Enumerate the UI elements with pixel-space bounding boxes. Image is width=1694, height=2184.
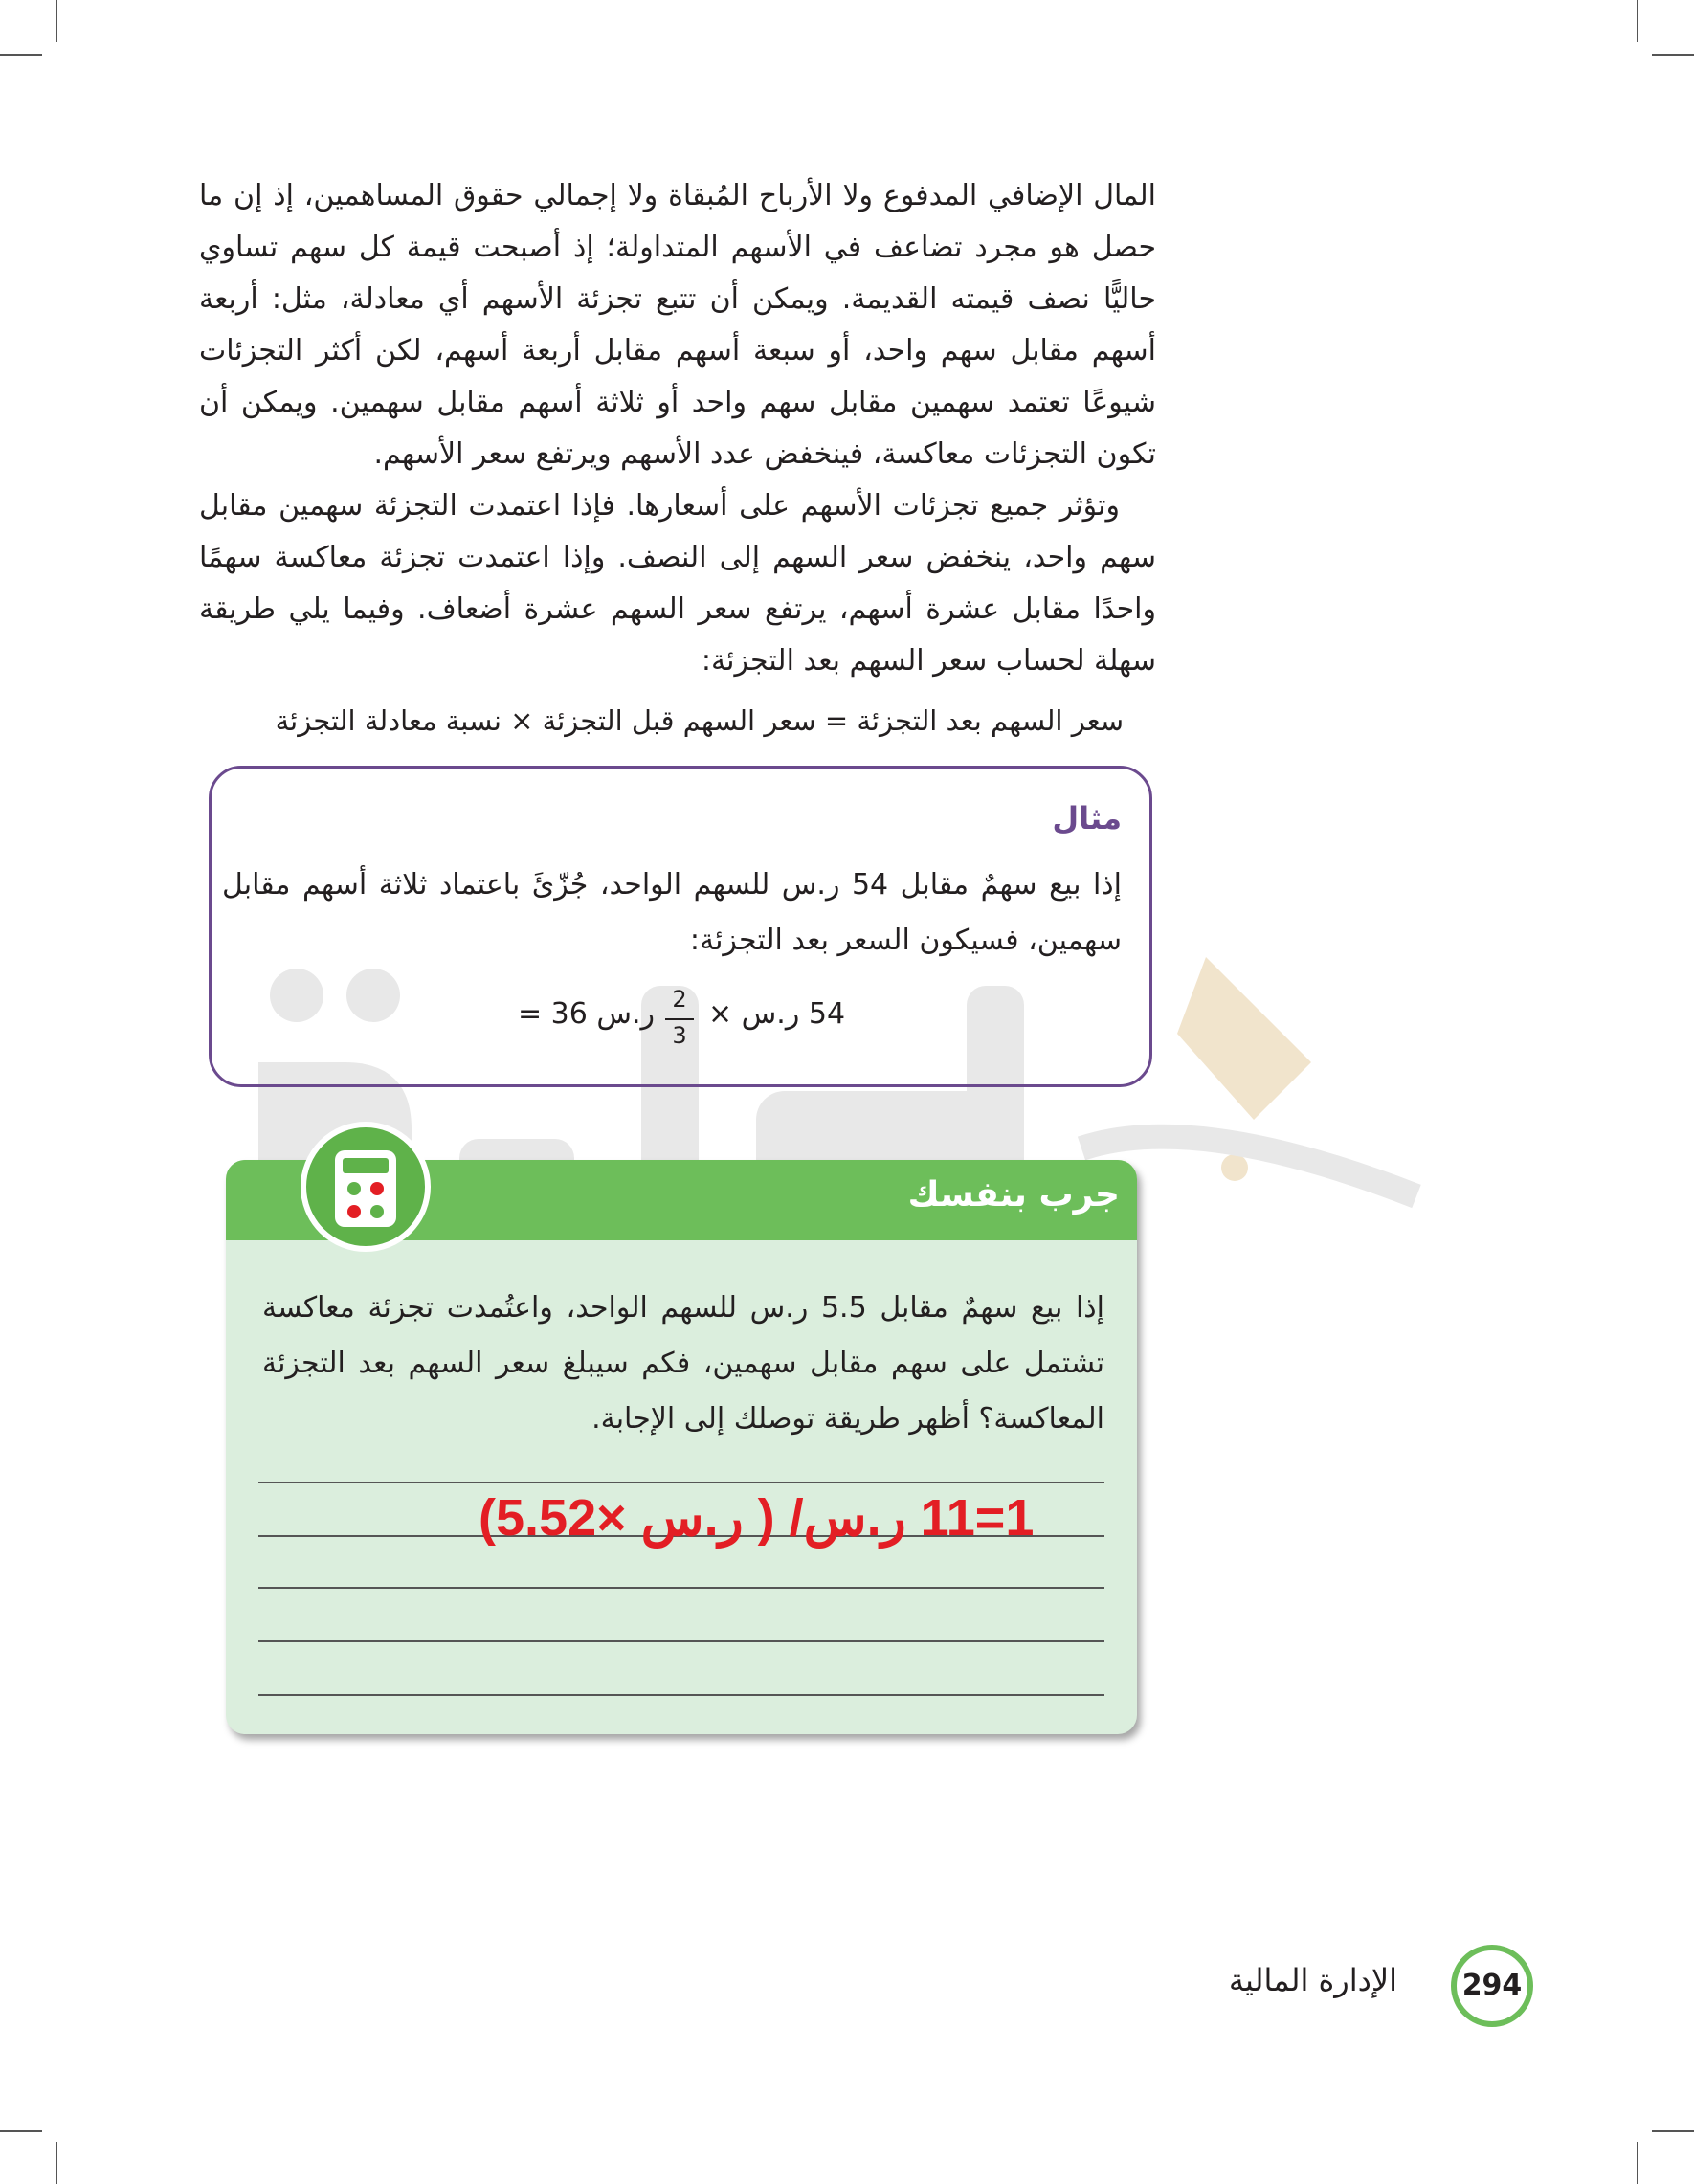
try-yourself-text	[262, 1281, 1104, 1447]
answer-line[interactable]	[258, 1482, 1104, 1483]
example-calculation	[512, 986, 895, 1053]
calc-left: 54 ر.س ×	[708, 997, 846, 1031]
try-yourself-question: إذا بيع سهمٌ مقابل 5.5 ر.س للسهم الواحد، واعتُمدت تجزئة معاكسة تشتمل على سهم مقابل سهمين، فكم سيبلغ سعر السهم بعد التجزئة المعاكسة؟ أظهر طريقة توصلك إلى الإجابة.	[262, 1291, 1104, 1436]
example-title: مثال	[1052, 800, 1122, 836]
crop-mark	[1637, 0, 1638, 42]
crop-mark	[1637, 2142, 1638, 2184]
calculator-icon	[301, 1122, 431, 1252]
answer-line[interactable]	[258, 1640, 1104, 1642]
example-text	[222, 858, 1122, 969]
try-yourself-title: جرب بنفسك	[907, 1175, 1120, 1215]
page-number: 294	[1451, 1945, 1533, 2027]
crop-mark	[1652, 54, 1694, 56]
price-formula: سعر السهم بعد التجزئة = سعر السهم قبل التجزئة × نسبة معادلة التجزئة	[275, 704, 1124, 737]
fraction-bar	[665, 1018, 694, 1020]
paragraph-2: وتؤثر جميع تجزئات الأسهم على أسعارها. فإذا اعتمدت التجزئة سهمين مقابل سهم واحد، ينخفض سعر السهم إلى النصف. وإذا اعتمدت تجزئة معاكسة سهمًا واحدًا مقابل عشرة أسهم، يرتفع سعر السهم عشرة أضعاف. وفيما يلي طريقة سهلة لحساب سعر السهم بعد التجزئة:	[199, 489, 1156, 678]
fraction-denominator: 3	[672, 1022, 687, 1049]
crop-mark	[0, 2130, 42, 2132]
handwritten-answer: (5.5ر.س ×2 ) /1=11 ر.س	[479, 1489, 1035, 1547]
crop-mark	[56, 0, 57, 42]
crop-mark	[0, 54, 42, 56]
body-text	[199, 170, 1156, 687]
answer-line[interactable]	[258, 1587, 1104, 1589]
paragraph-1: المال الإضافي المدفوع ولا الأرباح المُبقاة ولا إجمالي حقوق المساهمين، إذ إن ما حصل هو مجرد تضاعف في الأسهم المتداولة؛ إذ أصبحت قيمة كل سهم تساوي حاليًّا نصف قيمته القديمة. ويمكن أن تتبع تجزئة الأسهم أي معادلة، مثل: أربعة أسهم مقابل سهم واحد، أو سبعة أسهم مقابل أربعة أسهم، لكن أكثر التجزئات شيوعًا تعتمد سهمين مقابل سهم واحد أو ثلاثة أسهم مقابل سهمين. ويمكن أن تكون التجزئات معاكسة، فينخفض عدد الأسهم ويرتفع سعر الأسهم.	[199, 179, 1156, 471]
fraction-numerator: 2	[672, 986, 687, 1013]
example-paragraph: إذا بيع سهمٌ مقابل 54 ر.س للسهم الواحد، جُزّئَ باعتماد ثلاثة أسهم مقابل سهمين، فسيكون السعر بعد التجزئة:	[222, 868, 1122, 957]
calc-right: = 36 ر.س	[518, 997, 656, 1031]
crop-mark	[1652, 2130, 1694, 2132]
crop-mark	[56, 2142, 57, 2184]
answer-line[interactable]	[258, 1694, 1104, 1696]
book-title: الإدارة المالية	[1228, 1962, 1397, 1998]
